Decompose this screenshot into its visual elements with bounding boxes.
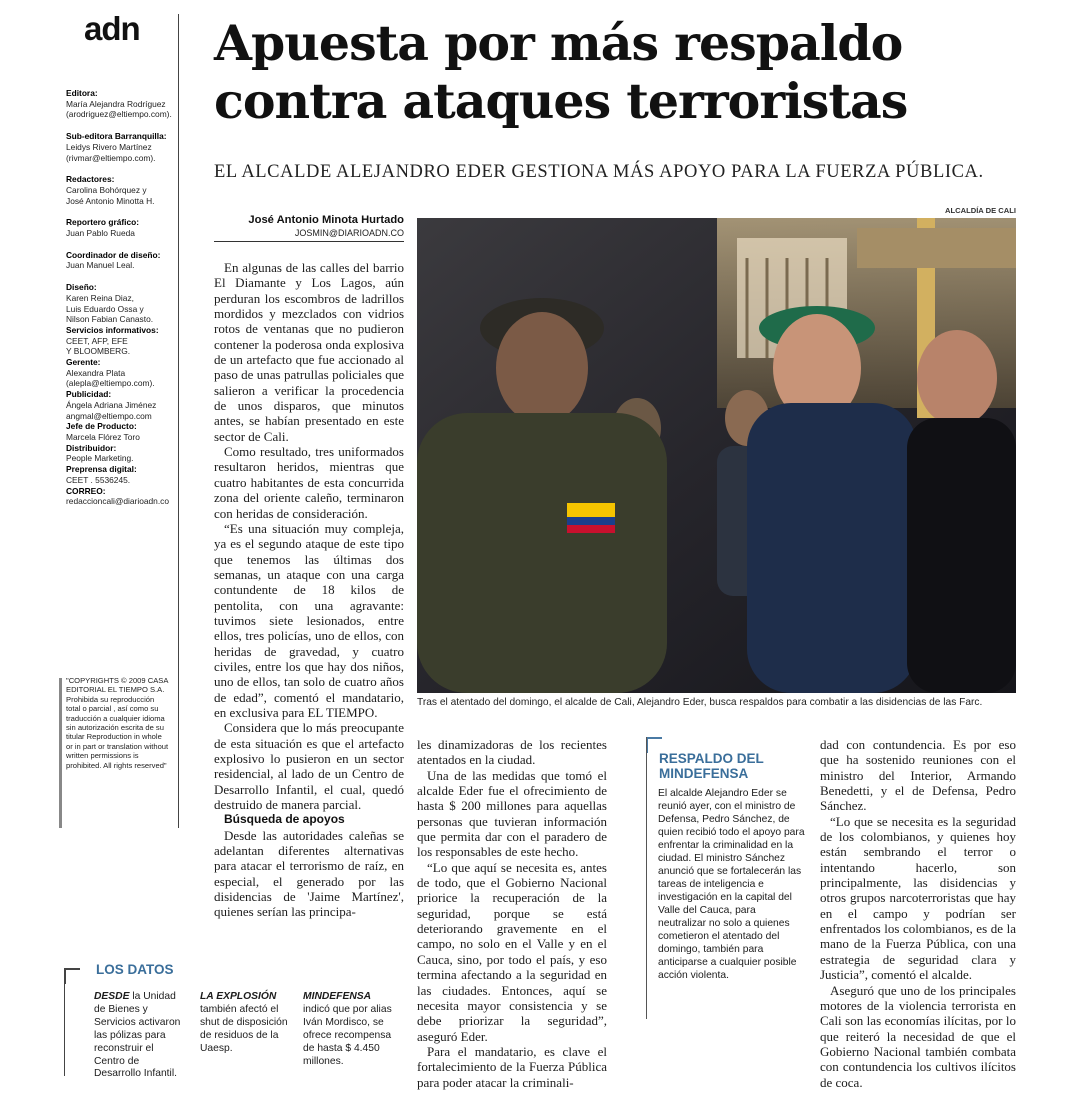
staff-name: Ángela Adriana Jiménez	[66, 399, 157, 410]
article-paragraph: “Es una situación muy compleja, ya es el segundo ataque de este tipo que tenemos las últimas dos semanas, un ataque con una carga contundente de 18 kilos de pentolita, con una agravante: tuvimos siete lesionados, entre ellos, tres policías, uno de ellos, con heridas de gravedad, y cuatro civiles, entre los que hay dos niños, uno de ellos, tan solo de cuatro años de edad”, comentó el mandatario, en exclusiva para EL TIEMPO.	[214, 520, 404, 720]
staff-name: Juan Pablo Rueda	[66, 228, 135, 239]
staff-name: Juan Manuel Leal.	[66, 260, 135, 271]
article-paragraph: En algunas de las calles del barrio El Diamante y Los Lagos, aún perduran los escombros de ladrillos mordidos y mezclados con vidrios rotos de ventanas que no pudieron contener la poderosa onda explosiva de un artefacto que fue accionado al paso de unas patrullas policiales que salieron a verificar la procedencia de unos disparos, que minutos antes, se habían presentado en este sector de Cali.	[214, 260, 404, 444]
staff-name: (alepla@eltiempo.com).	[66, 378, 155, 389]
staff-name: Karen Reina Diaz,	[66, 292, 134, 303]
staff-name: CEET, AFP, EFE	[66, 335, 128, 346]
staff-name: Carolina Bohórquez y	[66, 184, 147, 195]
staff-name: (arodriguez@eltiempo.com).	[66, 109, 172, 120]
byline	[214, 214, 404, 238]
headline	[214, 14, 1014, 130]
article-column-1	[214, 260, 404, 920]
article-column-2	[417, 737, 607, 1090]
police-officer-figure	[417, 413, 667, 693]
sidebar-title: RESPALDO DEL MINDEFENSA	[659, 751, 764, 781]
datos-corner	[64, 968, 80, 984]
staff-spacer	[66, 239, 178, 250]
staff-role: Gerente:	[66, 357, 101, 368]
staff-role: Editora:	[66, 88, 98, 98]
column-1-paragraphs	[214, 260, 404, 812]
staff-name: Alexandra Plata	[66, 367, 126, 378]
sidebar-text: El alcalde Alejandro Eder se reunió ayer, con el ministro de Defensa, Pedro Sánchez, de quien recibió todo el apoyo para enfrentar la criminalidad en la ciudad. El ministro Sánchez anunció que se fortalecerán las tareas de inteligencia e investigación en la capital del Valle del Cauca, para neutralizar no solo a quienes cometieron el atentado del domingo, también para anticiparse a cualquier posible acción violenta.	[658, 788, 805, 981]
article-paragraph: les dinamizadoras de los recientes atentados en la ciudad.	[417, 737, 607, 768]
headline-line-2: contra ataques terroristas	[214, 72, 908, 130]
datos-item-3	[303, 991, 393, 1068]
datos-key: LA EXPLOSIÓN	[200, 991, 277, 1002]
article-paragraph: Aseguró que uno de los principales motores de la violencia terrorista en Cali son las economías ilícitas, por lo que reiteró la necesidad de que el Gobierno Nacional también combata con contundencia los cultivos ilícitos de coca.	[820, 982, 1016, 1090]
mayor-figure	[747, 403, 917, 693]
colombia-flag-patch	[567, 503, 615, 533]
datos-text: indicó que por alias Iván Mordisco, se ofrece recompensa de hasta $ 4.450 millones.	[303, 1003, 392, 1067]
headline-line-1: Apuesta por más respaldo	[214, 14, 903, 72]
article-paragraph: Desde las autoridades caleñas se adelantan diferentes alternativas para atacar el terrorismo de raíz, en especial, el generado por las disidencias de 'Jaime Martínez', quienes serían las principa-	[214, 827, 404, 920]
datos-key: MINDEFENSA	[303, 991, 372, 1002]
article-paragraph: “Lo que aquí se necesita es, antes de todo, que el Gobierno Nacional priorice la recuperación de la seguridad, porque se está deteriorando gravemente en el campo, no solo en el Valle y en el Cauca, sino, por todo el país, y eso termina afectando a la seguridad en las ciudades. Entonces, aquí se necesita mayor consistencia y se debe priorizar la seguridad”, aseguró Eder.	[417, 859, 607, 1044]
staff-role: Distribuidor:	[66, 442, 117, 453]
byline-rule	[214, 241, 404, 242]
staff-role: CORREO:	[66, 485, 106, 496]
copyright-text: "COPYRIGHTS © 2009 CASA EDITORIAL EL TIEMPO S.A. Prohibida su reproducción total o parcial , así como su traducción a cualquier idioma sin autorización escrita de su titular Reproduction in whole or in part or translation without written permissions is prohibited. All rights reserved"	[66, 676, 169, 770]
datos-rule	[64, 968, 65, 1076]
article-paragraph: dad con contundencia. Es por eso que ha sostenido reuniones con el ministro del Interior, Armando Benedetti, y el de Defensa, Pedro Sánchez.	[820, 737, 1016, 814]
article-column-4	[820, 737, 1016, 1090]
staff-credits	[66, 88, 178, 507]
staff-name: Y BLOOMBERG.	[66, 346, 131, 357]
staff-name: Luis Eduardo Ossa y	[66, 303, 144, 314]
sidebar-rule	[646, 737, 647, 1019]
datos-text: también afectó el shut de disposición de residuos de la Uaesp.	[200, 1003, 288, 1054]
copyright-bar	[59, 678, 62, 828]
staff-name: Nilson Fabian Canasto.	[66, 314, 154, 325]
column-1-continued	[214, 828, 404, 920]
staff-spacer	[66, 120, 178, 131]
datos-title: LOS DATOS	[96, 962, 174, 977]
staff-role: Jefe de Producto:	[66, 421, 137, 432]
byline-email[interactable]: JOSMIN@DIARIOADN.CO	[294, 228, 404, 238]
datos-key: DESDE	[94, 991, 130, 1002]
staff-role: Sub-editora Barranquilla:	[66, 131, 167, 142]
staff-role: Reportero gráfico:	[66, 217, 140, 228]
article-paragraph: Considera que lo más preocupante de esta situación es que el artefacto explosivo lo pusieron en un sector residencial, al lado de un Centro de Desarrollo Infantil, el cual, quedó destruido de manera parcial.	[214, 720, 404, 813]
subheadline: EL ALCALDE ALEJANDRO EDER GESTIONA MÁS APOYO PARA LA FUERZA PÚBLICA.	[214, 162, 984, 182]
article-paragraph: Una de las medidas que tomó el alcalde Eder fue el ofrecimiento de hasta $ 200 millones para aquellas personas que tuvieran información que permita dar con el paradero de los responsables de este hecho.	[417, 767, 607, 860]
staff-name: angmal@eltiempo.com	[66, 410, 152, 421]
staff-name: People Marketing.	[66, 453, 134, 464]
staff-name: Marcela Flórez Toro	[66, 431, 140, 442]
staff-role: Servicios informativos:	[66, 324, 159, 335]
section-subhead: Búsqueda de apoyos	[224, 812, 345, 827]
staff-spacer	[66, 206, 178, 217]
staff-name: José Antonio Minotta H.	[66, 195, 155, 206]
article-paragraph: Para el mandatario, es clave el fortalecimiento de la Fuerza Pública para poder atacar la criminali-	[417, 1043, 607, 1090]
photo-illustration	[417, 218, 1016, 693]
copyright-notice	[66, 676, 170, 770]
datos-item-1	[94, 991, 184, 1081]
byline-name: José Antonio Minota Hurtado	[248, 214, 404, 226]
news-photo[interactable]	[417, 218, 1016, 693]
column-divider	[178, 14, 179, 828]
staff-spacer	[66, 163, 178, 174]
staff-name: María Alejandra Rodríguez	[66, 98, 166, 109]
staff-role: Diseño:	[66, 282, 97, 293]
adn-logo[interactable]: adn	[84, 10, 140, 47]
photo-caption: Tras el atentado del domingo, el alcalde de Cali, Alejandro Eder, busca respaldos para combatir a las disidencias de las Farc.	[417, 697, 983, 708]
staff-role: Redactores:	[66, 174, 115, 185]
staff-name: redaccioncali@diarioadn.co	[66, 496, 170, 507]
article-paragraph: Como resultado, tres uniformados resultaron heridos, mientras que cuatro habitantes de esta concurrida zona del oriente caleño, terminaron con heridas de consideración.	[214, 444, 404, 521]
staff-role: Preprensa digital:	[66, 464, 137, 475]
staff-name: Leidys Rivero Martínez	[66, 141, 152, 152]
staff-role: Coordinador de diseño:	[66, 249, 161, 260]
article-paragraph: “Lo que se necesita es la seguridad de los colombianos, y quienes hoy están sembrando el terror o intentando hacerlo, son principalmente, las disidencias y otros grupos narcoterroristas que hay en el campo y podrían ser enfrentados los colombianos, es de la mano de la Fuerza Pública, con una estrategia de seguridad clara y Justicia”, comentó el alcalde.	[820, 813, 1016, 983]
staff-role: Publicidad:	[66, 389, 112, 400]
staff-spacer	[66, 271, 178, 282]
photo-credit: ALCALDÍA DE CALI	[944, 206, 1016, 215]
staff-name: CEET . 5536245.	[66, 474, 131, 485]
staff-name: (rivmar@eltiempo.com).	[66, 152, 156, 163]
datos-item-2	[200, 991, 290, 1056]
datos-text: la Unidad de Bienes y Servicios activaron las pólizas para reconstruir el Centro de Desarrollo Infantil.	[94, 991, 181, 1080]
